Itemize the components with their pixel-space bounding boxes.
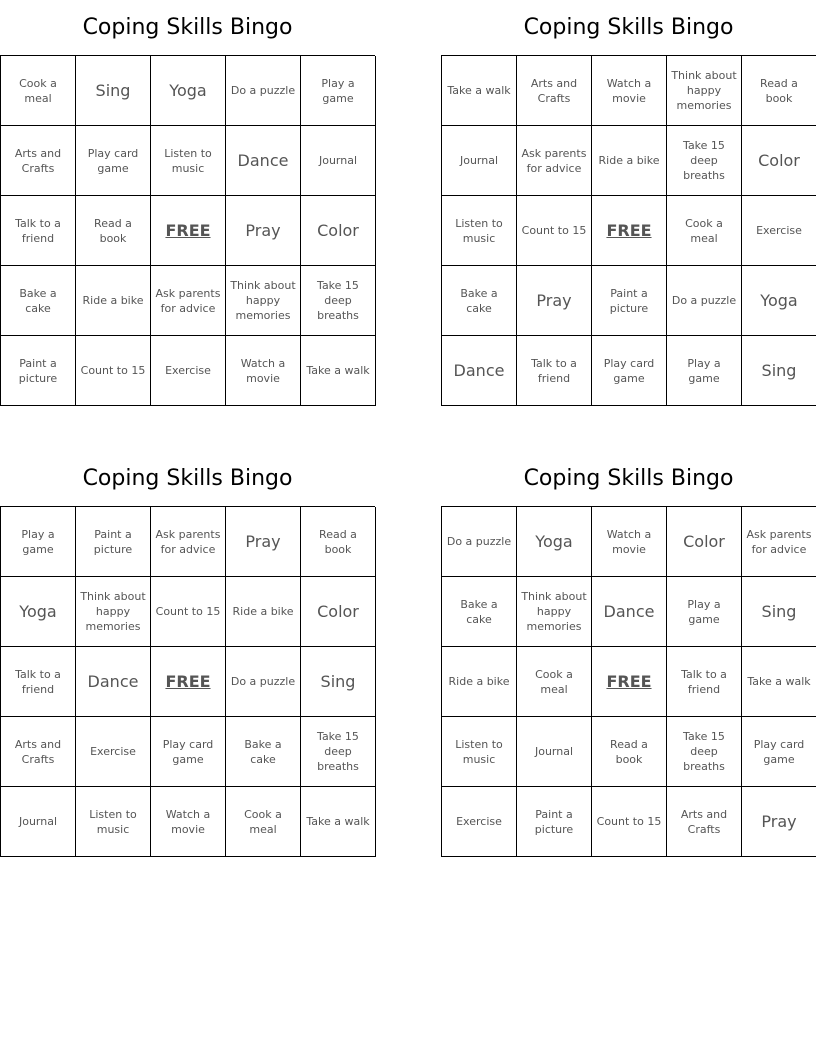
bingo-cell: Watch a movie: [151, 787, 226, 857]
bingo-cell: Read a book: [301, 507, 376, 577]
bingo-cell: Play card game: [592, 336, 667, 406]
bingo-cell: Arts and Crafts: [1, 717, 76, 787]
bingo-cell: Listen to music: [76, 787, 151, 857]
bingo-cell: Ride a bike: [226, 577, 301, 647]
bingo-cell: Bake a cake: [226, 717, 301, 787]
bingo-cell: Cook a meal: [667, 196, 742, 266]
bingo-cell: Count to 15: [151, 577, 226, 647]
bingo-cell: Ask parents for advice: [517, 126, 592, 196]
bingo-cell: Ride a bike: [76, 266, 151, 336]
bingo-cell: Talk to a friend: [1, 196, 76, 266]
bingo-cell: Ask parents for advice: [742, 507, 816, 577]
bingo-cell: Read a book: [76, 196, 151, 266]
bingo-cell: Listen to music: [442, 196, 517, 266]
bingo-card-2: [441, 0, 816, 406]
bingo-cell: Exercise: [76, 717, 151, 787]
bingo-cell: Talk to a friend: [1, 647, 76, 717]
bingo-cell: Play a game: [301, 56, 376, 126]
bingo-cell: Paint a picture: [592, 266, 667, 336]
bingo-cell: Journal: [1, 787, 76, 857]
bingo-cell: Do a puzzle: [667, 266, 742, 336]
bingo-cell: Exercise: [442, 787, 517, 857]
bingo-cell: Listen to music: [442, 717, 517, 787]
bingo-cell: Arts and Crafts: [1, 126, 76, 196]
bingo-cell: Listen to music: [151, 126, 226, 196]
bingo-cell: Ride a bike: [442, 647, 517, 717]
bingo-cell: Dance: [592, 577, 667, 647]
free-space-cell: FREE: [592, 647, 667, 717]
bingo-cell: Take a walk: [442, 56, 517, 126]
bingo-cell: Pray: [517, 266, 592, 336]
bingo-cell: Journal: [301, 126, 376, 196]
bingo-cell: Cook a meal: [517, 647, 592, 717]
bingo-cell: Bake a cake: [442, 266, 517, 336]
bingo-cell: Sing: [742, 577, 816, 647]
bingo-cell: Cook a meal: [1, 56, 76, 126]
bingo-cell: Cook a meal: [226, 787, 301, 857]
bingo-cell: Yoga: [742, 266, 816, 336]
bingo-cell: Dance: [76, 647, 151, 717]
bingo-cell: Watch a movie: [592, 56, 667, 126]
bingo-cell: Sing: [76, 56, 151, 126]
bingo-cell: Yoga: [517, 507, 592, 577]
bingo-cell: Think about happy memories: [517, 577, 592, 647]
bingo-cell: Yoga: [151, 56, 226, 126]
card-title: Coping Skills Bingo: [523, 15, 734, 40]
bingo-cell: Take a walk: [301, 336, 376, 406]
bingo-cell: Take 15 deep breaths: [301, 717, 376, 787]
bingo-cell: Arts and Crafts: [667, 787, 742, 857]
bingo-cell: Do a puzzle: [442, 507, 517, 577]
bingo-cell: Sing: [301, 647, 376, 717]
bingo-cell: Paint a picture: [76, 507, 151, 577]
bingo-cell: Take a walk: [301, 787, 376, 857]
bingo-cell: Exercise: [742, 196, 816, 266]
bingo-cell: Color: [667, 507, 742, 577]
bingo-cell: Pray: [226, 196, 301, 266]
bingo-cell: Count to 15: [76, 336, 151, 406]
bingo-card-4: [441, 451, 816, 857]
bingo-cell: Talk to a friend: [517, 336, 592, 406]
bingo-cell: Take a walk: [742, 647, 816, 717]
bingo-cell: Play a game: [667, 336, 742, 406]
bingo-cell: Count to 15: [592, 787, 667, 857]
bingo-grid: [0, 506, 375, 857]
bingo-cell: Read a book: [742, 56, 816, 126]
bingo-card-1: [0, 0, 375, 406]
bingo-cell: Sing: [742, 336, 816, 406]
bingo-cell: Take 15 deep breaths: [667, 126, 742, 196]
bingo-cell: Color: [301, 577, 376, 647]
bingo-cell: Talk to a friend: [667, 647, 742, 717]
bingo-cell: Take 15 deep breaths: [667, 717, 742, 787]
bingo-card-3: [0, 451, 375, 857]
bingo-grid: [441, 55, 816, 406]
card-title: Coping Skills Bingo: [82, 15, 293, 40]
bingo-cell: Pray: [226, 507, 301, 577]
bingo-cell: Play a game: [1, 507, 76, 577]
bingo-cell: Read a book: [592, 717, 667, 787]
free-space-cell: FREE: [151, 647, 226, 717]
bingo-cell: Play card game: [76, 126, 151, 196]
card-title: Coping Skills Bingo: [82, 466, 293, 491]
bingo-cell: Think about happy memories: [667, 56, 742, 126]
bingo-cell: Pray: [742, 787, 816, 857]
bingo-cell: Do a puzzle: [226, 647, 301, 717]
bingo-cell: Ask parents for advice: [151, 266, 226, 336]
free-space-cell: FREE: [151, 196, 226, 266]
bingo-cell: Journal: [517, 717, 592, 787]
bingo-cell: Paint a picture: [1, 336, 76, 406]
bingo-cell: Think about happy memories: [226, 266, 301, 336]
bingo-cell: Ask parents for advice: [151, 507, 226, 577]
bingo-cell: Color: [301, 196, 376, 266]
bingo-cell: Do a puzzle: [226, 56, 301, 126]
card-title: Coping Skills Bingo: [523, 466, 734, 491]
bingo-cell: Think about happy memories: [76, 577, 151, 647]
bingo-cell: Take 15 deep breaths: [301, 266, 376, 336]
bingo-cell: Play card game: [742, 717, 816, 787]
bingo-cell: Journal: [442, 126, 517, 196]
bingo-cell: Dance: [226, 126, 301, 196]
bingo-cell: Dance: [442, 336, 517, 406]
bingo-cell: Yoga: [1, 577, 76, 647]
bingo-cell: Count to 15: [517, 196, 592, 266]
bingo-cell: Play card game: [151, 717, 226, 787]
bingo-grid: [0, 55, 375, 406]
bingo-cell: Play a game: [667, 577, 742, 647]
bingo-cell: Bake a cake: [442, 577, 517, 647]
bingo-cell: Paint a picture: [517, 787, 592, 857]
bingo-grid: [441, 506, 816, 857]
free-space-cell: FREE: [592, 196, 667, 266]
bingo-cell: Ride a bike: [592, 126, 667, 196]
bingo-cell: Arts and Crafts: [517, 56, 592, 126]
bingo-cell: Bake a cake: [1, 266, 76, 336]
bingo-cell: Color: [742, 126, 816, 196]
bingo-cell: Watch a movie: [226, 336, 301, 406]
bingo-cell: Watch a movie: [592, 507, 667, 577]
bingo-cell: Exercise: [151, 336, 226, 406]
